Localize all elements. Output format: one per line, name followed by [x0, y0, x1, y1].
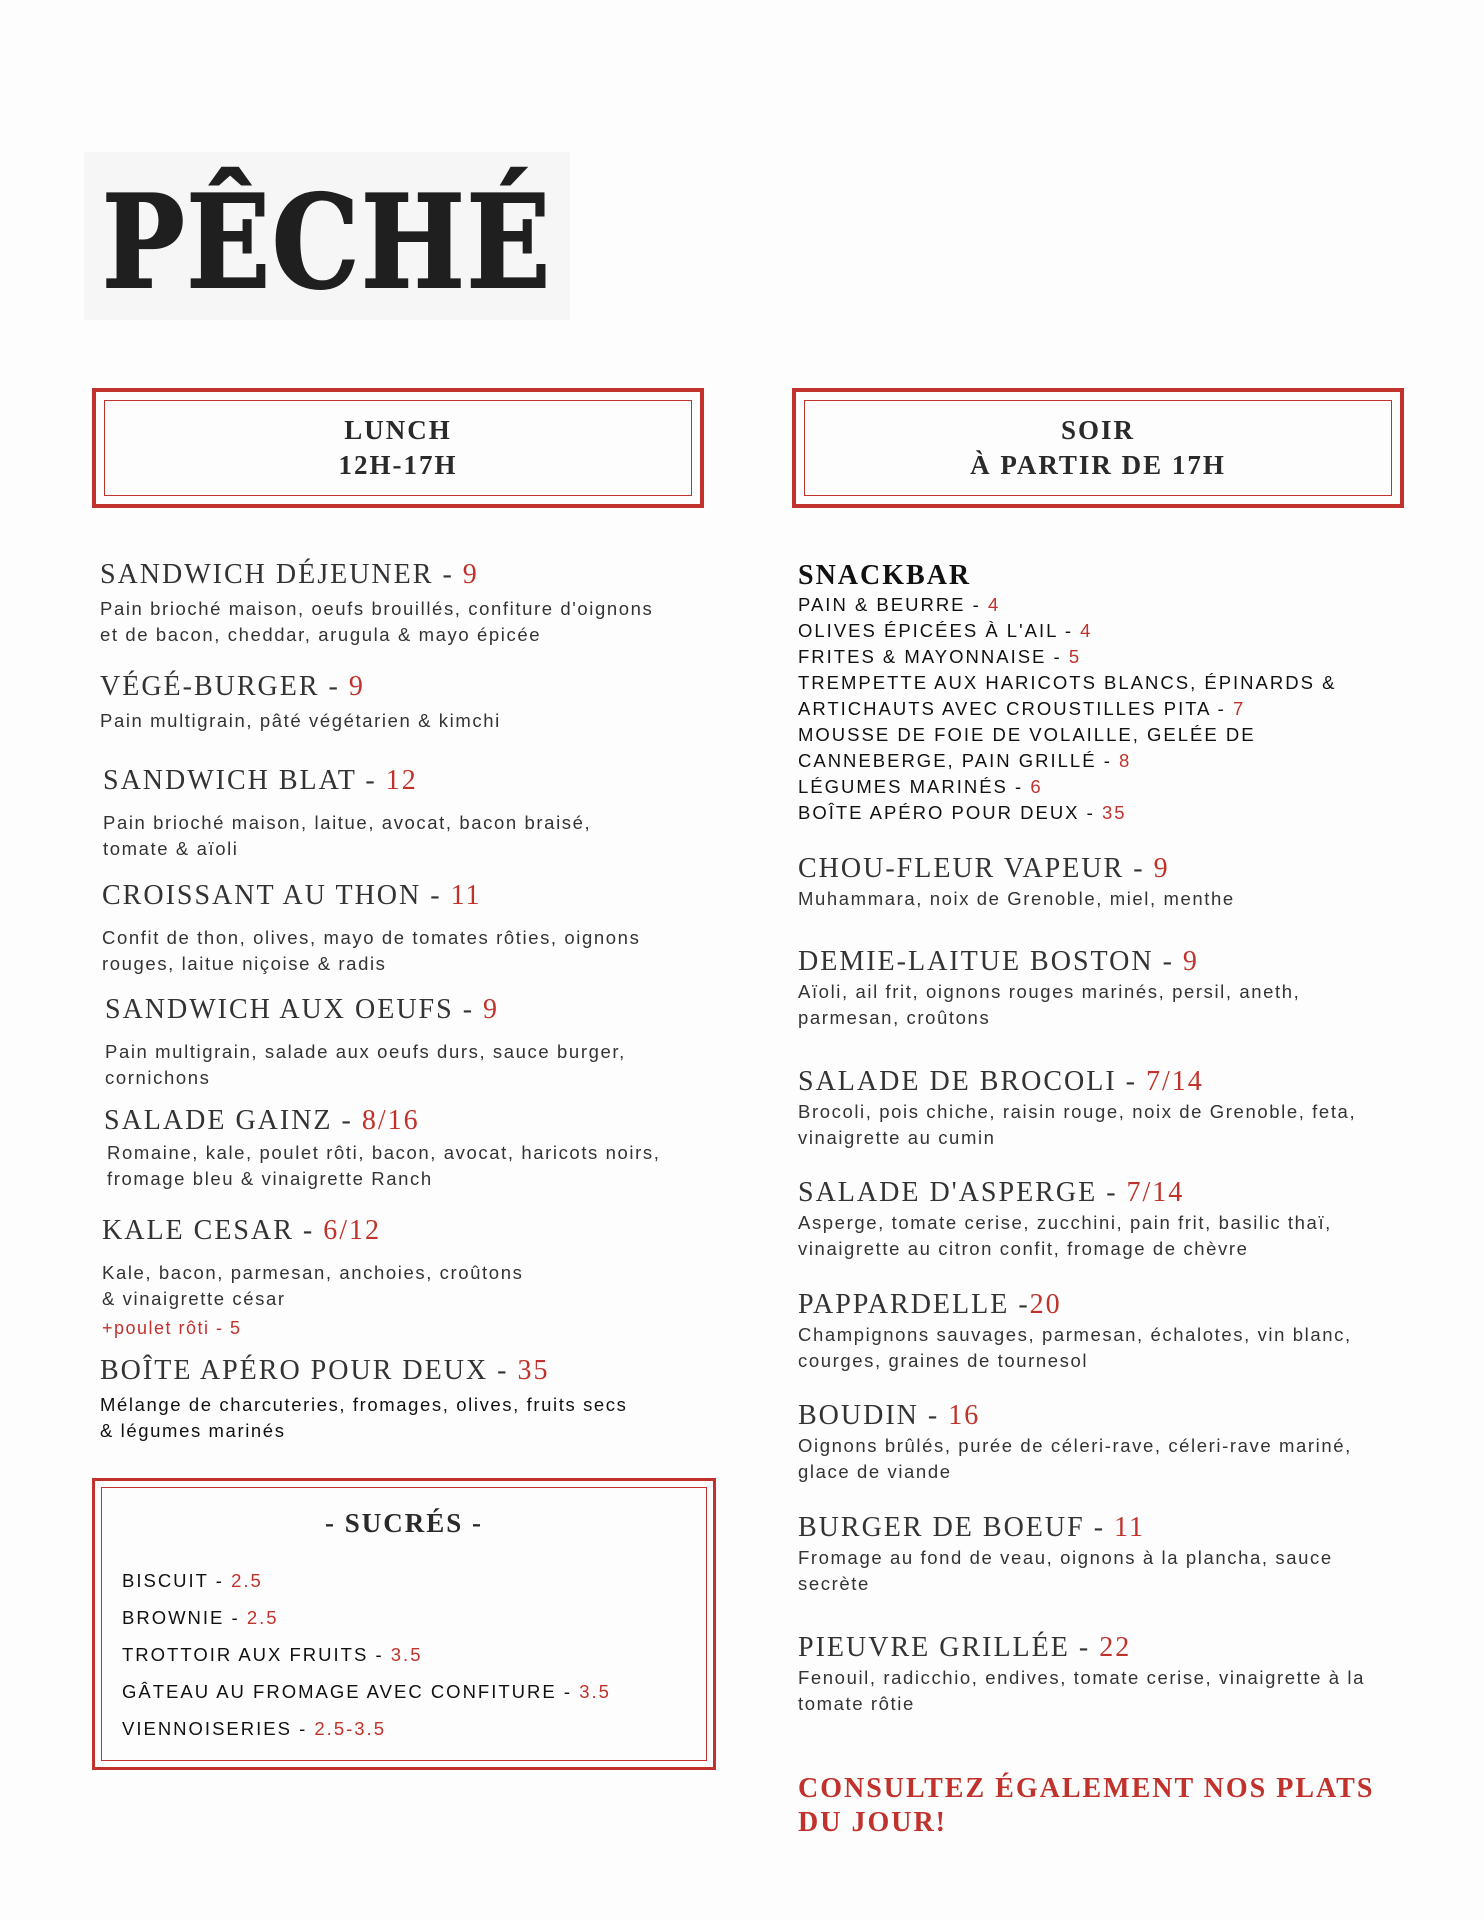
item-desc-line: et de bacon, cheddar, arugula & mayo épicée	[100, 623, 542, 645]
item-name: BOÎTE APÉRO POUR DEUX	[100, 1355, 489, 1386]
menu-item: PIEUVRE GRILLÉE - 22 Fenouil, radicchio, endives, tomate cerise, vinaigrette à la tomate rôtie	[798, 1631, 1438, 1717]
list-item: BOÎTE APÉRO POUR DEUX - 35	[798, 802, 1127, 823]
item-desc-line: Pain brioché maison, laitue, avocat, bacon braisé,	[103, 811, 592, 833]
item-price: 7/14	[1126, 1177, 1185, 1208]
menu-item: SALADE DE BROCOLI - 7/14 Brocoli, pois chiche, raisin rouge, noix de Grenoble, feta, vinaigrette au cumin	[798, 1065, 1438, 1151]
item-price: 9	[462, 559, 479, 590]
item-desc-line: rouges, laitue niçoise & radis	[102, 952, 387, 974]
item-price: 16	[948, 1400, 981, 1431]
list-item: CANNEBERGE, PAIN GRILLÉ - 8	[798, 750, 1132, 771]
item-desc-line: vinaigrette au cumin	[798, 1126, 996, 1148]
footer-note	[798, 1772, 1418, 1840]
item-desc-line: glace de viande	[798, 1460, 952, 1482]
item-price: 6/12	[323, 1215, 382, 1246]
menu-item: SANDWICH DÉJEUNER - 9 Pain brioché maison, oeufs brouillés, confiture d'oignons et de bacon, cheddar, arugula & mayo épicée	[100, 558, 740, 648]
item-addon: +poulet rôti - 5	[102, 1317, 242, 1338]
menu-item: KALE CESAR - 6/12 Kale, bacon, parmesan, anchoies, croûtons & vinaigrette césar +poulet rôti - 5	[102, 1214, 742, 1339]
item-desc-line: Champignons sauvages, parmesan, échalotes, vin blanc,	[798, 1323, 1352, 1345]
list-item: LÉGUMES MARINÉS - 6	[798, 776, 1043, 797]
soir-hours: À PARTIR DE 17H	[970, 450, 1226, 480]
item-desc-line: parmesan, croûtons	[798, 1006, 991, 1028]
menu-item: PAPPARDELLE -20 Champignons sauvages, parmesan, échalotes, vin blanc, courges, graines de tournesol	[798, 1288, 1438, 1374]
item-price: 11	[1114, 1512, 1145, 1543]
logo-wordmark	[92, 161, 562, 318]
item-price: 35	[517, 1355, 550, 1386]
list-item: FRITES & MAYONNAISE - 5	[798, 646, 1082, 667]
item-name: VÉGÉ-BURGER	[100, 671, 320, 702]
list-item: ARTICHAUTS AVEC CROUSTILLES PITA - 7	[798, 698, 1246, 719]
item-name: SALADE GAINZ	[104, 1105, 333, 1136]
svg-text:PÊCHÉ: PÊCHÉ	[102, 168, 552, 318]
menu-item: CHOU-FLEUR VAPEUR - 9 Muhammara, noix de Grenoble, miel, menthe	[798, 852, 1438, 912]
menu-item: BURGER DE BOEUF - 11 Fromage au fond de veau, oignons à la plancha, sauce secrète	[798, 1511, 1438, 1597]
item-desc-line: Pain multigrain, salade aux oeufs durs, sauce burger,	[105, 1040, 626, 1062]
item-name: SALADE DE BROCOLI	[798, 1066, 1117, 1097]
logo	[84, 152, 570, 320]
lunch-title: LUNCH	[344, 414, 452, 445]
menu-item: SALADE GAINZ - 8/16 Romaine, kale, poulet rôti, bacon, avocat, haricots noirs, fromage bleu & vinaigrette Ranch	[104, 1104, 744, 1192]
item-desc-line: Confit de thon, olives, mayo de tomates rôties, oignons	[102, 926, 641, 948]
sucres-title: - SUCRÉS -	[324, 1508, 484, 1538]
item-desc-line: cornichons	[105, 1066, 211, 1088]
list-item: TREMPETTE AUX HARICOTS BLANCS, ÉPINARDS &	[798, 672, 1337, 693]
sucres-list	[122, 1562, 611, 1747]
item-desc-line: vinaigrette au citron confit, fromage de chèvre	[798, 1237, 1249, 1259]
lunch-hours: 12H-17H	[338, 450, 458, 480]
item-name: SALADE D'ASPERGE	[798, 1177, 1098, 1208]
item-desc-line: Asperge, tomate cerise, zucchini, pain frit, basilic thaï,	[798, 1211, 1332, 1233]
item-price: 9	[483, 994, 500, 1025]
item-name: SANDWICH AUX OEUFS	[105, 994, 454, 1025]
list-item: VIENNOISERIES - 2.5-3.5	[122, 1718, 386, 1739]
item-price: 11	[450, 880, 482, 911]
item-price: 20	[1029, 1289, 1062, 1320]
item-name: BURGER DE BOEUF	[798, 1512, 1085, 1543]
menu-item: SANDWICH BLAT - 12 Pain brioché maison, laitue, avocat, bacon braisé, tomate & aïoli	[103, 764, 743, 862]
item-name: CROISSANT AU THON	[102, 880, 422, 911]
item-name: SANDWICH BLAT	[103, 765, 357, 796]
item-name: CHOU-FLEUR VAPEUR	[798, 853, 1125, 884]
snackbar-list	[798, 592, 1438, 826]
item-price: 9	[348, 671, 365, 702]
item-desc-line: & légumes marinés	[100, 1419, 286, 1441]
list-item: TROTTOIR AUX FRUITS - 3.5	[122, 1644, 423, 1665]
sucres-box	[92, 1478, 716, 1770]
item-desc-line: Romaine, kale, poulet rôti, bacon, avocat, haricots noirs,	[107, 1141, 661, 1163]
item-desc-line: fromage bleu & vinaigrette Ranch	[107, 1167, 433, 1189]
list-item: PAIN & BEURRE - 4	[798, 594, 1001, 615]
item-price: 8/16	[361, 1105, 420, 1136]
item-name: DEMIE-LAITUE BOSTON	[798, 946, 1154, 977]
list-item: OLIVES ÉPICÉES À L'AIL - 4	[798, 620, 1093, 641]
item-desc-line: secrète	[798, 1572, 870, 1594]
soir-header	[792, 388, 1404, 508]
item-price: 22	[1099, 1632, 1132, 1663]
item-desc-line: courges, graines de tournesol	[798, 1349, 1089, 1371]
item-name: PIEUVRE GRILLÉE	[798, 1632, 1070, 1663]
item-price: 7/14	[1146, 1066, 1204, 1097]
list-item: BROWNIE - 2.5	[122, 1607, 279, 1628]
lunch-header	[92, 388, 704, 508]
list-item: MOUSSE DE FOIE DE VOLAILLE, GELÉE DE	[798, 724, 1256, 745]
item-name: PAPPARDELLE	[798, 1289, 1010, 1320]
menu-item: BOÎTE APÉRO POUR DEUX - 35 Mélange de charcuteries, fromages, olives, fruits secs & légumes marinés	[100, 1354, 740, 1444]
item-price: 9	[1153, 853, 1170, 884]
soir-title: SOIR	[1060, 414, 1136, 445]
item-desc-line: Aïoli, ail frit, oignons rouges marinés, persil, aneth,	[798, 980, 1301, 1002]
item-price: 12	[385, 765, 418, 796]
list-item: BISCUIT - 2.5	[122, 1570, 263, 1591]
menu-item: BOUDIN - 16 Oignons brûlés, purée de céleri-rave, céleri-rave mariné, glace de viande	[798, 1399, 1438, 1485]
item-desc-line: Pain multigrain, pâté végétarien & kimchi	[100, 709, 501, 731]
item-desc-line: Kale, bacon, parmesan, anchoies, croûtons	[102, 1261, 524, 1283]
menu-item: SANDWICH AUX OEUFS - 9 Pain multigrain, salade aux oeufs durs, sauce burger, cornichons	[105, 993, 745, 1091]
item-price: 9	[1182, 946, 1199, 977]
item-desc-line: Fromage au fond de veau, oignons à la plancha, sauce	[798, 1546, 1333, 1568]
snackbar-section	[798, 560, 1438, 826]
item-name: KALE CESAR	[102, 1215, 294, 1246]
menu-item: CROISSANT AU THON - 11 Confit de thon, olives, mayo de tomates rôties, oignons rouges, laitue niçoise & radis	[102, 879, 742, 977]
item-desc-line: Fenouil, radicchio, endives, tomate cerise, vinaigrette à la	[798, 1666, 1365, 1688]
item-desc-line: tomate & aïoli	[103, 837, 239, 859]
footer-line: DU JOUR!	[798, 1807, 947, 1838]
footer-line: CONSULTEZ ÉGALEMENT NOS PLATS	[798, 1773, 1375, 1804]
item-desc-line: tomate rôtie	[798, 1692, 915, 1714]
item-desc-line: Muhammara, noix de Grenoble, miel, menthe	[798, 887, 1235, 909]
item-desc-line: & vinaigrette césar	[102, 1287, 286, 1309]
item-desc-line: Brocoli, pois chiche, raisin rouge, noix de Grenoble, feta,	[798, 1100, 1357, 1122]
item-desc-line: Oignons brûlés, purée de céleri-rave, céleri-rave mariné,	[798, 1434, 1352, 1456]
menu-item: DEMIE-LAITUE BOSTON - 9 Aïoli, ail frit, oignons rouges marinés, persil, aneth, parmesan, croûtons	[798, 945, 1438, 1031]
menu-item: SALADE D'ASPERGE - 7/14 Asperge, tomate cerise, zucchini, pain frit, basilic thaï, vinaigrette au citron confit, fromage de chèvre	[798, 1176, 1438, 1262]
item-desc-line: Mélange de charcuteries, fromages, olives, fruits secs	[100, 1393, 628, 1415]
menu-item: VÉGÉ-BURGER - 9 Pain multigrain, pâté végétarien & kimchi	[100, 670, 740, 734]
snackbar-title: SNACKBAR	[798, 560, 972, 591]
item-name: SANDWICH DÉJEUNER	[100, 559, 434, 590]
item-desc-line: Pain brioché maison, oeufs brouillés, confiture d'oignons	[100, 597, 654, 619]
list-item: GÂTEAU AU FROMAGE AVEC CONFITURE - 3.5	[122, 1681, 611, 1702]
item-name: BOUDIN	[798, 1400, 919, 1431]
